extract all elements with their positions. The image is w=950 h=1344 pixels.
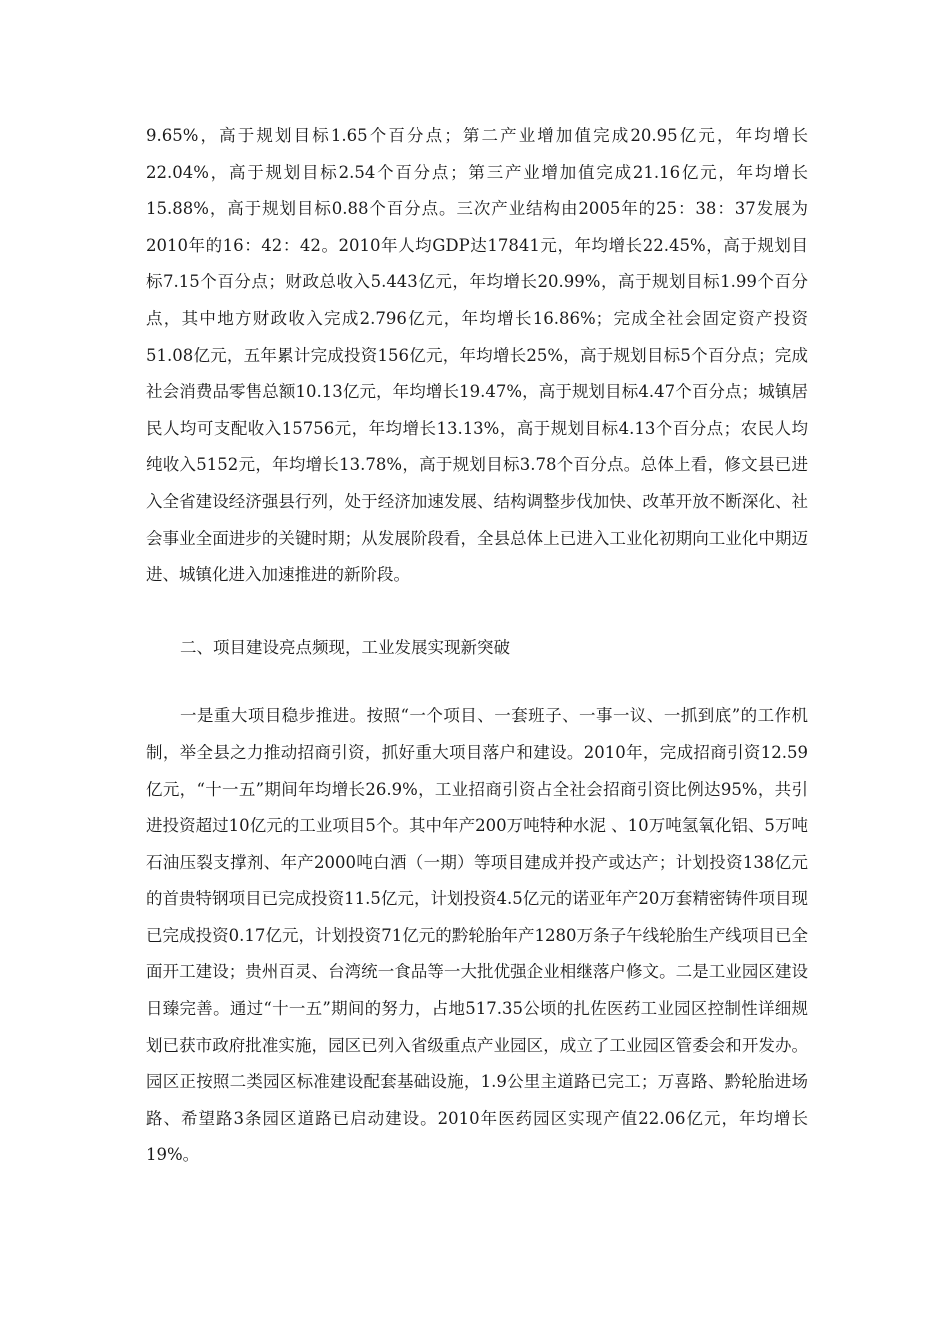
paragraph-project-construction: 一是重大项目稳步推进。按照“一个项目、一套班子、一事一议、一抓到底”的工作机制，举全县之力推动招商引资，抓好重大项目落户和建设。2010年，完成招商引资12.59亿元，“十一五”期间年均增长26.9%，工业招商引资占全社会招商引资比例达95%，共引进投资超过10亿元的工业项目5个。其中年产200万吨特种水泥 、10万吨氢氧化铝、5万吨石油压裂支撑剂、年产2000吨白酒（一期）等项目建成并投产或达产；计划投资138亿元的首贵特钢项目已完成投资11.5亿元，计划投资4.5亿元的诺亚年产20万套精密铸件项目现已完成投资0.17亿元，计划投资71亿元的黔轮胎年产1280万条子午线轮胎生产线项目已全面开工建设；贵州百灵、台湾统一食品等一大批优强企业相继落户修文。二是工业园区建设日臻完善。通过“十一五”期间的努力，占地517.35公顷的扎佐医药工业园区控制性详细规划已获市政府批准实施，园区已列入省级重点产业园区，成立了工业园区管委会和开发办。园区正按照二类园区标准建设配套基础设施，1.9公里主道路已完工；万喜路、黔轮胎进场路、希望路3条园区道路已启动建设。2010年医药园区实现产值22.06亿元，年均增长19%。: [146, 706, 808, 1165]
paragraph-economic-summary: 9.65%，高于规划目标1.65个百分点；第二产业增加值完成20.95亿元，年均增长22.04%，高于规划目标2.54个百分点；第三产业增加值完成21.16亿元，年均增长15.88%，高于规划目标0.88个百分点。三次产业结构由2005年的25：38：37发展为2010年的16：42：42。2010年人均GDP达17841元，年均增长22.45%，高于规划目标7.15个百分点；财政总收入5.443亿元，年均增长20.99%，高于规划目标1.99个百分点，其中地方财政收入完成2.796亿元，年均增长16.86%；完成全社会固定资产投资51.08亿元，五年累计完成投资156亿元，年均增长25%，高于规划目标5个百分点；完成社会消费品零售总额10.13亿元，年均增长19.47%，高于规划目标4.47个百分点；城镇居民人均可支配收入15756元，年均增长13.13%，高于规划目标4.13个百分点；农民人均纯收入5152元，年均增长13.78%，高于规划目标3.78个百分点。总体上看，修文县已进入全省建设经济强县行列，处于经济加速发展、结构调整步伐加快、改革开放不断深化、社会事业全面进步的关键时期；从发展阶段看，全县总体上已进入工业化初期向工业化中期迈进、城镇化进入加速推进的新阶段。: [146, 126, 808, 585]
document-body: [146, 118, 808, 1174]
section-heading: 二、项目建设亮点频现，工业发展实现新突破: [180, 637, 510, 657]
